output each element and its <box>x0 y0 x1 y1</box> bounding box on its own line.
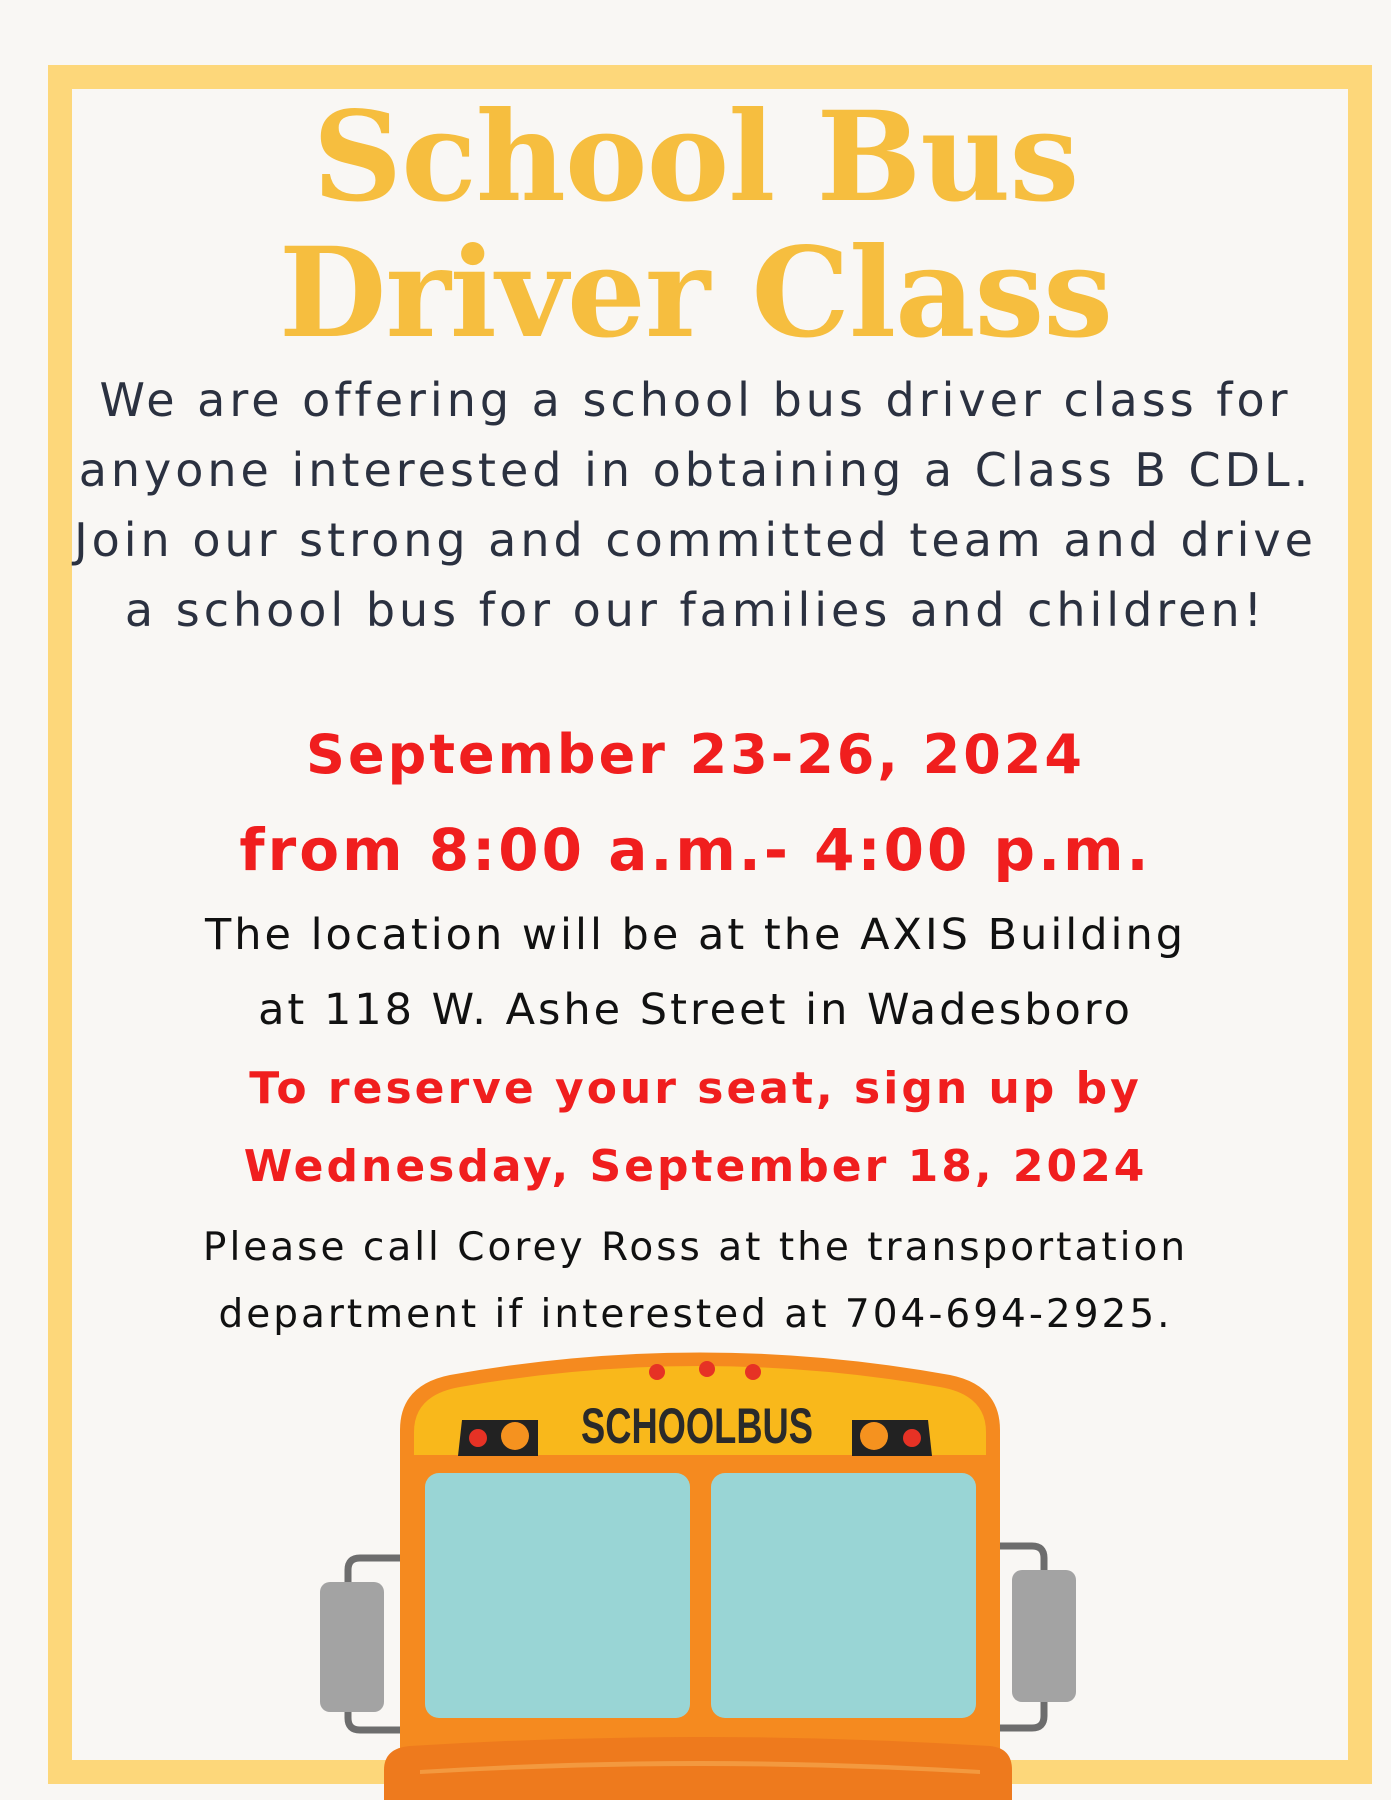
right-windshield <box>711 1473 976 1718</box>
class-hours: from 8:00 a.m.- 4:00 p.m. <box>239 816 1152 884</box>
right-warning-lights <box>852 1420 932 1456</box>
left-warning-lights <box>458 1420 538 1456</box>
roof-light-icon <box>745 1364 761 1380</box>
roof-light-icon <box>699 1361 715 1377</box>
left-windshield <box>425 1473 690 1718</box>
left-mirror <box>320 1558 400 1730</box>
location-line1: The location will be at the AXIS Building <box>204 910 1187 960</box>
location-line2: at 118 W. Ashe Street in Wadesboro <box>258 985 1133 1035</box>
roof-light-icon <box>649 1364 665 1380</box>
contact-line2: department if interested at 704-694-2925. <box>218 1292 1173 1337</box>
contact-line1: Please call Corey Ross at the transportation <box>202 1225 1189 1270</box>
intro-paragraph: We are offering a school bus driver class for anyone interested in obtaining a Class B CDL. Join our strong and committed team and drive a school bus for our families and children! <box>74 373 1317 637</box>
bus-sign-text: SCHOOLBUS <box>581 1398 813 1454</box>
right-mirror <box>992 1546 1076 1728</box>
reserve-deadline: Wednesday, September 18, 2024 <box>243 1141 1148 1192</box>
flyer-title-line1: School Bus <box>312 85 1079 230</box>
class-dates: September 23-26, 2024 <box>306 723 1085 786</box>
school-bus-illustration <box>0 1340 1391 1800</box>
flyer-title-line2: Driver Class <box>278 221 1113 366</box>
reserve-line1: To reserve your seat, sign up by <box>249 1063 1142 1114</box>
